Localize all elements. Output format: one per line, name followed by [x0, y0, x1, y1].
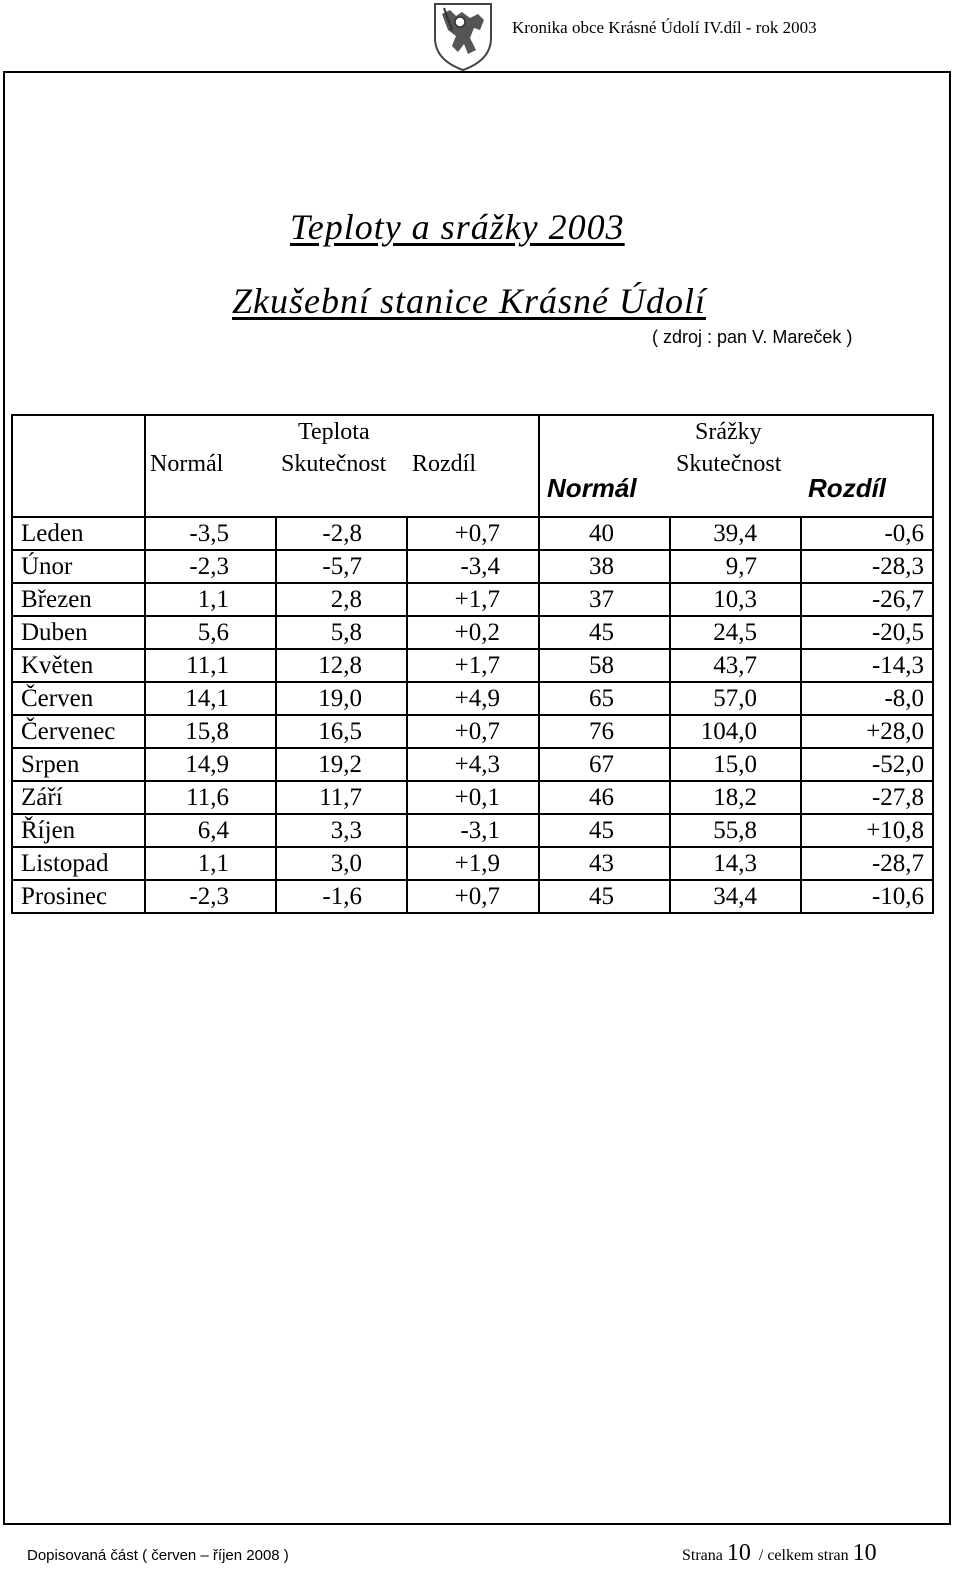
precip-diff-cell: -14,3: [801, 649, 933, 682]
precip-diff-cell: -26,7: [801, 583, 933, 616]
table-body: [12, 517, 933, 913]
precip-diff-cell: -52,0: [801, 748, 933, 781]
precip-normal-cell: 46: [539, 781, 670, 814]
col-header-normal: Normál: [150, 451, 224, 477]
temp-diff-cell: +0,7: [407, 517, 539, 550]
precip-diff-cell: -8,0: [801, 682, 933, 715]
precip-normal-cell: 38: [539, 550, 670, 583]
precip-actual-cell: 10,3: [670, 583, 801, 616]
temp-normal-cell: 14,1: [145, 682, 276, 715]
precip-normal-cell: 67: [539, 748, 670, 781]
document-title: Teploty a srážky 2003: [290, 207, 625, 247]
temp-actual-cell: 3,0: [276, 847, 407, 880]
temp-normal-cell: 6,4: [145, 814, 276, 847]
source-note: ( zdroj : pan V. Mareček ): [652, 327, 853, 347]
table-row: [12, 550, 933, 583]
total-label: / celkem stran: [758, 1547, 849, 1564]
header-empty-cell: [12, 415, 145, 517]
temp-diff-cell: -3,4: [407, 550, 539, 583]
temp-diff-cell: +1,9: [407, 847, 539, 880]
table-row: [12, 616, 933, 649]
precip-normal-cell: 58: [539, 649, 670, 682]
precip-diff-cell: +28,0: [801, 715, 933, 748]
precip-actual-cell: 24,5: [670, 616, 801, 649]
month-cell: Leden: [12, 517, 145, 550]
precip-actual-cell: 57,0: [670, 682, 801, 715]
precip-actual-cell: 15,0: [670, 748, 801, 781]
table-row: [12, 682, 933, 715]
precip-actual-cell: 14,3: [670, 847, 801, 880]
temp-actual-cell: 3,3: [276, 814, 407, 847]
month-cell: Březen: [12, 583, 145, 616]
temp-diff-cell: +0,1: [407, 781, 539, 814]
precipitation-group-label: Srážky: [695, 419, 762, 445]
temp-diff-cell: +0,2: [407, 616, 539, 649]
temp-normal-cell: -2,3: [145, 880, 276, 913]
temp-normal-cell: 15,8: [145, 715, 276, 748]
temp-diff-cell: -3,1: [407, 814, 539, 847]
month-cell: Září: [12, 781, 145, 814]
precip-diff-cell: -28,3: [801, 550, 933, 583]
precip-normal-cell: 45: [539, 616, 670, 649]
table-row: [12, 517, 933, 550]
temp-actual-cell: -1,6: [276, 880, 407, 913]
temp-actual-cell: 12,8: [276, 649, 407, 682]
precip-normal-cell: 65: [539, 682, 670, 715]
temp-normal-cell: 14,9: [145, 748, 276, 781]
precip-normal-cell: 43: [539, 847, 670, 880]
month-cell: Červen: [12, 682, 145, 715]
temp-diff-cell: +4,3: [407, 748, 539, 781]
precip-actual-cell: 18,2: [670, 781, 801, 814]
month-cell: Květen: [12, 649, 145, 682]
temp-normal-cell: 11,1: [145, 649, 276, 682]
precip-normal-cell: 76: [539, 715, 670, 748]
temp-normal-cell: 1,1: [145, 583, 276, 616]
temp-actual-cell: -2,8: [276, 517, 407, 550]
precip-actual-cell: 55,8: [670, 814, 801, 847]
month-cell: Únor: [12, 550, 145, 583]
precip-diff-cell: +10,8: [801, 814, 933, 847]
temp-normal-cell: -3,5: [145, 517, 276, 550]
table-row: [12, 880, 933, 913]
temp-actual-cell: 19,2: [276, 748, 407, 781]
table-row: [12, 847, 933, 880]
village-crest-icon: [430, 0, 496, 72]
precip-actual-cell: 34,4: [670, 880, 801, 913]
precip-actual-cell: 9,7: [670, 550, 801, 583]
col-header-diff-precip: Rozdíl: [808, 473, 887, 503]
page-counter: [682, 1540, 877, 1567]
document-subtitle: Zkušební stanice Krásné Údolí: [232, 281, 706, 321]
month-cell: Listopad: [12, 847, 145, 880]
temp-actual-cell: 5,8: [276, 616, 407, 649]
temp-actual-cell: -5,7: [276, 550, 407, 583]
table-row: [12, 715, 933, 748]
total-pages: 10: [852, 1540, 877, 1566]
col-header-actual-precip: Skutečnost: [676, 451, 782, 477]
month-cell: Červenec: [12, 715, 145, 748]
chronicle-header: Kronika obce Krásné Údolí IV.díl - rok 2003: [512, 18, 817, 37]
temp-actual-cell: 11,7: [276, 781, 407, 814]
page-number: 10: [726, 1540, 751, 1566]
temp-normal-cell: 11,6: [145, 781, 276, 814]
precip-actual-cell: 43,7: [670, 649, 801, 682]
col-header-normal-precip: Normál: [547, 473, 637, 503]
temp-diff-cell: +0,7: [407, 880, 539, 913]
precip-diff-cell: -0,6: [801, 517, 933, 550]
col-header-diff: Rozdíl: [412, 451, 476, 477]
table-row: [12, 781, 933, 814]
month-cell: Srpen: [12, 748, 145, 781]
month-cell: Duben: [12, 616, 145, 649]
temp-actual-cell: 16,5: [276, 715, 407, 748]
precip-diff-cell: -20,5: [801, 616, 933, 649]
table-row: [12, 583, 933, 616]
temp-normal-cell: 5,6: [145, 616, 276, 649]
temp-diff-cell: +1,7: [407, 649, 539, 682]
weather-table: [11, 414, 934, 914]
footer-note: Dopisovaná část ( červen – říjen 2008 ): [27, 1547, 289, 1564]
month-cell: Prosinec: [12, 880, 145, 913]
col-header-actual: Skutečnost: [281, 451, 387, 477]
temperature-header: [145, 415, 539, 517]
precip-normal-cell: 45: [539, 880, 670, 913]
precip-diff-cell: -27,8: [801, 781, 933, 814]
precipitation-header: [539, 415, 933, 517]
month-cell: Říjen: [12, 814, 145, 847]
table-row: [12, 649, 933, 682]
temp-normal-cell: -2,3: [145, 550, 276, 583]
temp-actual-cell: 2,8: [276, 583, 407, 616]
table-row: [12, 748, 933, 781]
temperature-group-label: Teplota: [298, 419, 370, 445]
temp-actual-cell: 19,0: [276, 682, 407, 715]
precip-normal-cell: 45: [539, 814, 670, 847]
page-label: Strana: [682, 1547, 723, 1564]
precip-actual-cell: 104,0: [670, 715, 801, 748]
precip-normal-cell: 37: [539, 583, 670, 616]
table-header-row: [12, 415, 933, 517]
temp-diff-cell: +1,7: [407, 583, 539, 616]
precip-diff-cell: -10,6: [801, 880, 933, 913]
temp-diff-cell: +0,7: [407, 715, 539, 748]
precip-actual-cell: 39,4: [670, 517, 801, 550]
precip-normal-cell: 40: [539, 517, 670, 550]
temp-diff-cell: +4,9: [407, 682, 539, 715]
table-row: [12, 814, 933, 847]
temp-normal-cell: 1,1: [145, 847, 276, 880]
precip-diff-cell: -28,7: [801, 847, 933, 880]
